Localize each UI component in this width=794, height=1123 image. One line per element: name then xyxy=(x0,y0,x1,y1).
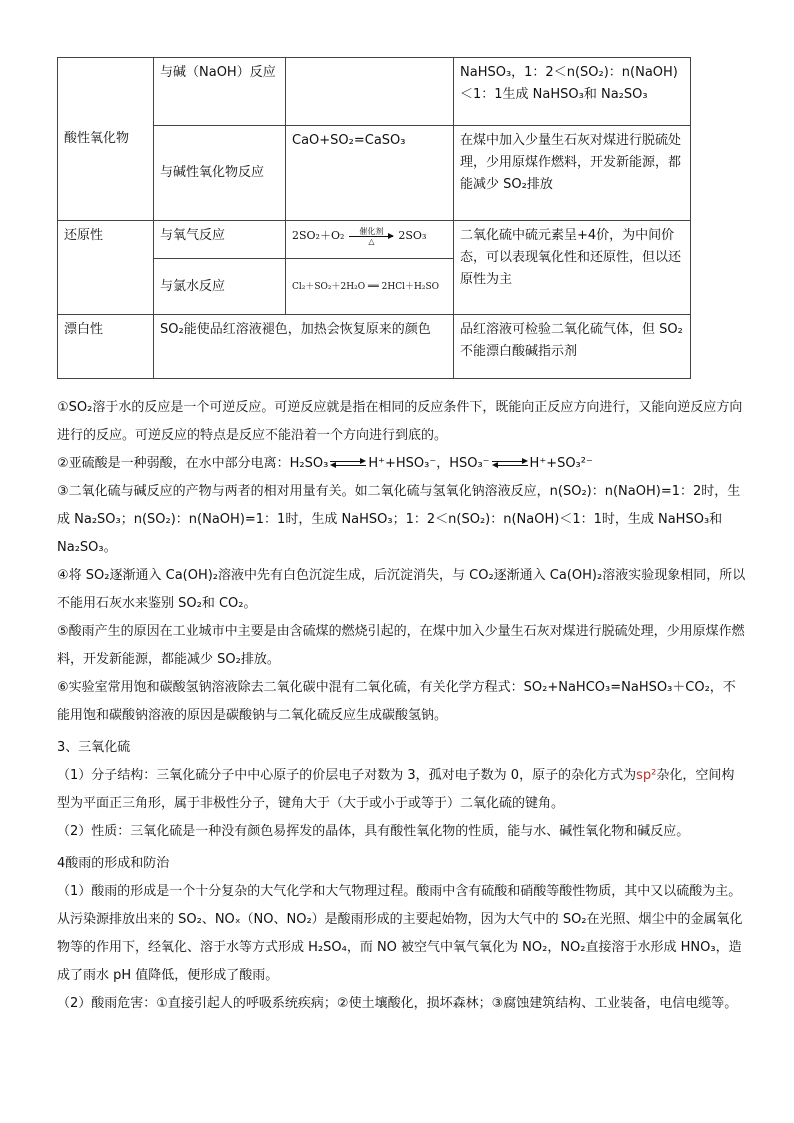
chlorine-water-equation: Cl₂＋SO₂＋2H₂O ══ 2HCl＋H₂SO xyxy=(292,281,439,292)
catalyst-arrow: 催化剂 △ xyxy=(349,227,393,246)
item-base-reaction: 与碱（NaOH）反应 xyxy=(154,58,286,126)
so2-properties-table xyxy=(57,57,691,379)
equation-cell: CaO+SO₂=CaSO₃ xyxy=(286,126,454,221)
acid-rain-harm: （2）酸雨危害：①直接引起人的呼吸系统疾病；②使土壤酸化，损坏森林；③腐蚀建筑结构、工业装备，电信电缆等。 xyxy=(57,996,738,1011)
equation-cell xyxy=(286,259,454,315)
note-2: ②亚硫酸是一种弱酸，在水中部分电离：H₂SO₃ H⁺+HSO₃⁻，HSO₃⁻ H⁺+SO₃²⁻ xyxy=(57,456,593,471)
category-acidic-oxide: 酸性氧化物 xyxy=(58,58,154,221)
note-4: ④将 SO₂逐渐通入 Ca(OH)₂溶液中先有白色沉淀生成，后沉淀消失，与 CO₂逐渐通入 Ca(OH)₂溶液实验现象相同，所以不能用石灰水来鉴别 SO₂和 CO₂。 xyxy=(57,568,746,611)
so3-properties: （2）性质：三氧化硫是一种没有颜色易挥发的晶体，具有酸性氧化物的性质，能与水、碱性氧化物和碱反应。 xyxy=(57,824,690,839)
hybridization-highlight: sp² xyxy=(636,768,657,783)
equilibrium-arrow-icon xyxy=(330,459,366,469)
note-cell: NaHSO₃，1：2＜n(SO₂)：n(NaOH)＜1：1生成 NaHSO₃和 Na₂SO₃ xyxy=(454,58,691,126)
table-row xyxy=(58,58,691,126)
note-5: ⑤酸雨产生的原因在工业城市中主要是由含硫煤的燃烧引起的，在煤中加入少量生石灰对煤进行脱硫处理，少用原煤作燃料，开发新能源，都能减少 SO₂排放。 xyxy=(57,624,745,667)
item-bleaching: SO₂能使品红溶液褪色，加热会恢复原来的颜色 xyxy=(154,315,454,379)
note-3: ③二氧化硫与碱反应的产物与两者的相对用量有关。如二氧化硫与氢氧化钠溶液反应，n(SO₂)：n(NaOH)=1：2时，生成 Na₂SO₃；n(SO₂)：n(NaOH)=1：1时，生成 NaHSO₃；1：2＜n(SO₂)：n(NaOH)＜1：1时，生成 NaHSO₃和 Na₂SO₃。 xyxy=(57,484,741,555)
item-oxygen-reaction: 与氧气反应 xyxy=(154,221,286,259)
item-chlorine-water-reaction: 与氯水反应 xyxy=(154,259,286,315)
note-6: ⑥实验室常用饱和碳酸氢钠溶液除去二氧化碳中混有二氧化硫，有关化学方程式：SO₂+NaHCO₃=NaHSO₃＋CO₂，不能用饱和碳酸钠溶液的原因是碳酸钠与二氧化硫反应生成碳酸氢钠。 xyxy=(57,680,736,723)
equilibrium-arrow-icon xyxy=(492,459,528,469)
note-1: ①SO₂溶于水的反应是一个可逆反应。可逆反应就是指在相同的反应条件下，既能向正反应方向进行，又能向逆反应方向进行的反应。可逆反应的特点是反应不能沿着一个方向进行到底的。 xyxy=(57,400,743,443)
notes-section xyxy=(57,394,747,1018)
acid-rain-formation: （1）酸雨的形成是一个十分复杂的大气化学和大气物理过程。酸雨中含有硫酸和硝酸等酸性物质，其中又以硫酸为主。从污染源排放出来的 SO₂、NOₓ（NO、NO₂）是酸雨形成的主要起始物，因为大气中的 SO₂在光照、烟尘中的金属氧化物等的作用下，经氧化、溶于水等方式形成 H₂SO₄，而 NO 被空气中氧气氧化为 NO₂，NO₂直接溶于水形成 HNO₃，造成了雨水 pH 值降低，便形成了酸雨。 xyxy=(57,884,743,983)
table-row xyxy=(58,315,691,379)
category-bleaching: 漂白性 xyxy=(58,315,154,379)
arrow-icon xyxy=(349,236,393,237)
note-cell: 在煤中加入少量生石灰对煤进行脱硫处理，少用原煤作燃料，开发新能源，都能减少 SO₂排放 xyxy=(454,126,691,221)
acid-rain-heading: 4酸雨的形成和防治 xyxy=(57,856,170,871)
note-cell: 品红溶液可检验二氧化硫气体，但 SO₂不能漂白酸碱指示剂 xyxy=(454,315,691,379)
so3-structure: （1）分子结构：三氧化硫分子中中心原子的价层电子对数为 3，孤对电子数为 0，原子的杂化方式为sp²杂化，空间构型为平面正三角形，属于非极性分子，键角大于（大于或小于或等于）二氧化硫的键角。 xyxy=(57,768,735,811)
so2-oxygen-equation: 2SO₂＋O₂ 催化剂 △ 2SO₃ xyxy=(292,226,427,246)
so3-heading: 3、三氧化硫 xyxy=(57,740,131,755)
table-row xyxy=(58,221,691,259)
note-cell: 二氧化硫中硫元素呈+4价，为中间价态，可以表现氧化性和还原性，但以还原性为主 xyxy=(454,221,691,315)
category-reducing: 还原性 xyxy=(58,221,154,315)
equation-cell xyxy=(286,58,454,126)
equation-cell xyxy=(286,221,454,259)
item-basic-oxide-reaction: 与碱性氧化物反应 xyxy=(154,126,286,221)
